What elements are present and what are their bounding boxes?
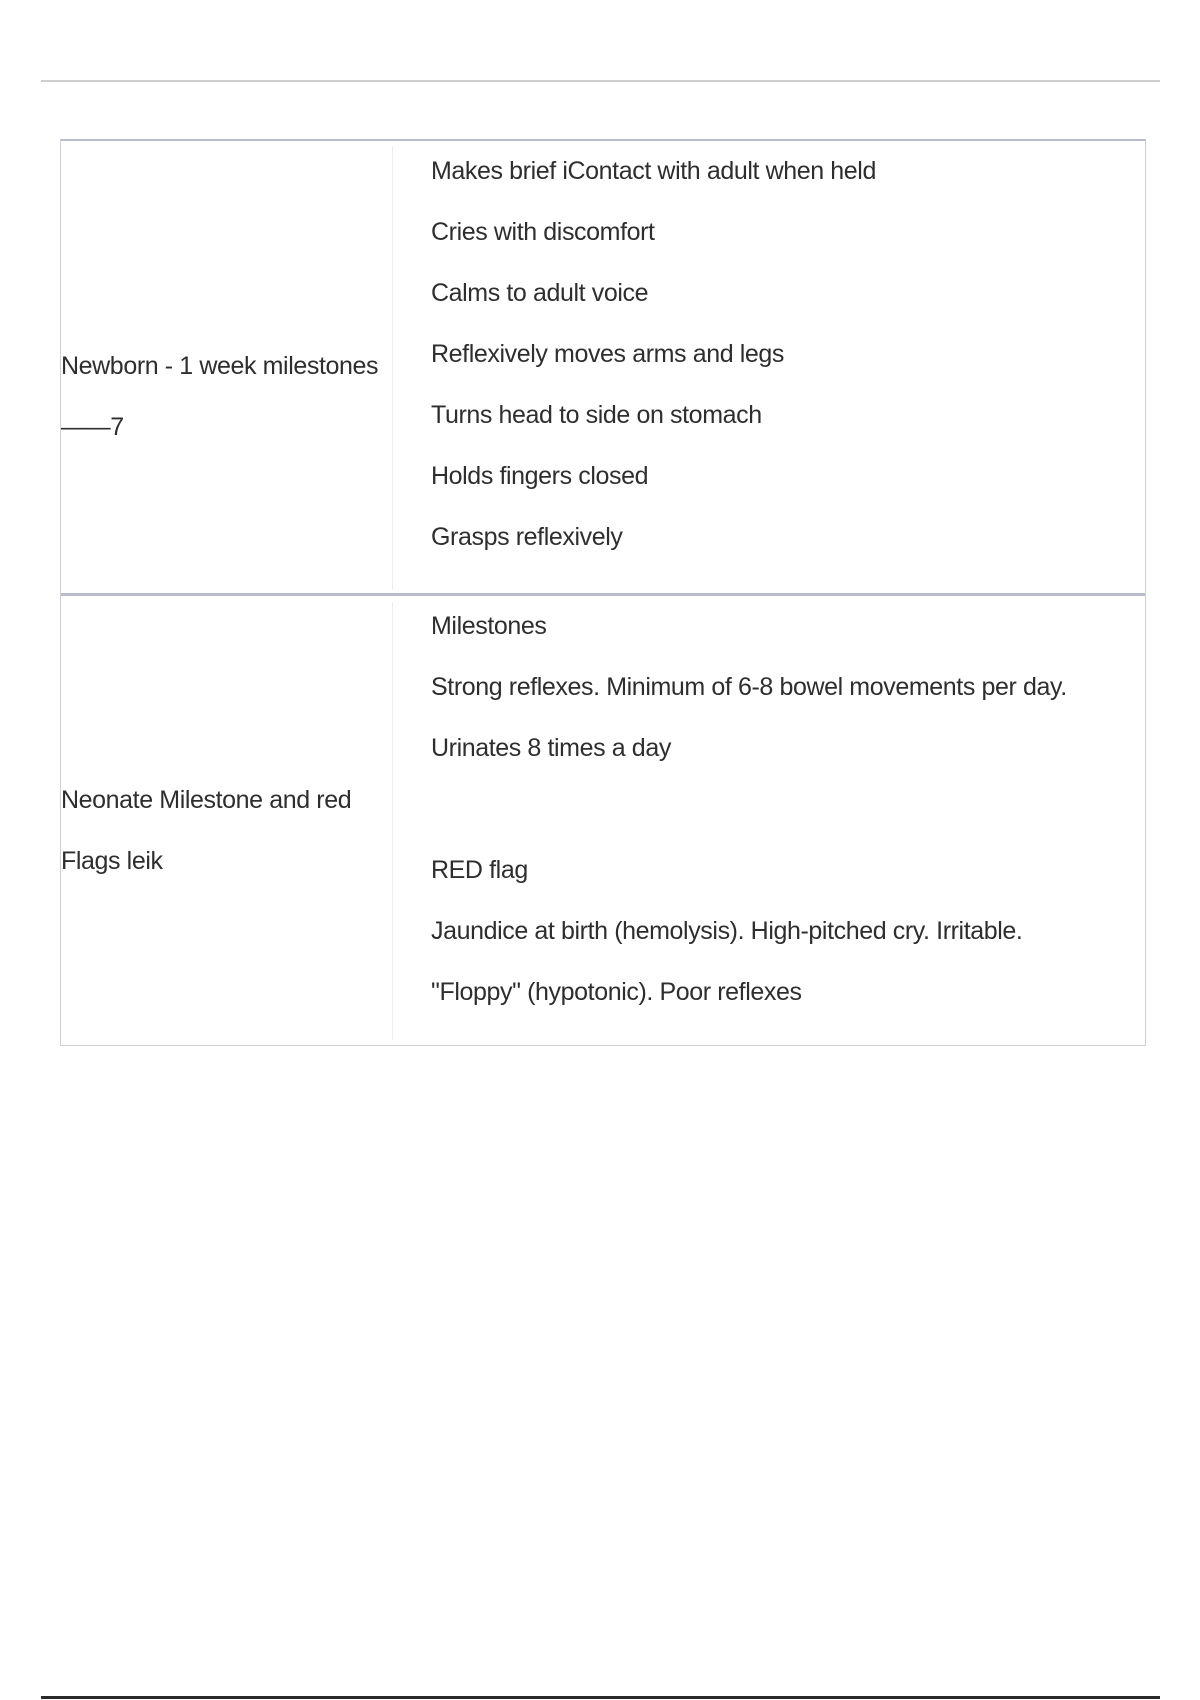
term-cell: Newborn - 1 week milestones ——7 — [61, 352, 379, 441]
red-flag-heading: RED flag — [431, 856, 528, 884]
milestones-heading: Milestones — [431, 612, 547, 640]
definition-line: Holds fingers closed — [431, 462, 649, 490]
column-divider — [392, 147, 393, 589]
definition-cell — [431, 596, 1111, 1023]
flashcard-table — [60, 139, 1146, 1046]
definition-cell — [431, 141, 1111, 568]
bottom-rule — [41, 1696, 1160, 1699]
paragraph-spacer — [431, 779, 1111, 840]
milestones-text: Strong reflexes. Minimum of 6-8 bowel movements per day. Urinates 8 times a day — [431, 673, 1067, 762]
definition-line: Makes brief iContact with adult when held — [431, 157, 876, 185]
flashcard-row — [61, 141, 1145, 595]
term-cell: Neonate Milestone and red Flags leik — [61, 786, 352, 875]
top-rule — [41, 80, 1160, 82]
red-flag-text: Jaundice at birth (hemolysis). High-pitched cry. Irritable. "Floppy" (hypotonic). Poor reflexes — [431, 917, 1023, 1006]
definition-line: Reflexively moves arms and legs — [431, 340, 785, 368]
definition-line: Calms to adult voice — [431, 279, 649, 307]
definition-line: Cries with discomfort — [431, 218, 655, 246]
definition-line: Turns head to side on stomach — [431, 401, 762, 429]
flashcard-row — [61, 593, 1145, 1046]
definition-line: Grasps reflexively — [431, 523, 623, 551]
column-divider — [392, 602, 393, 1040]
